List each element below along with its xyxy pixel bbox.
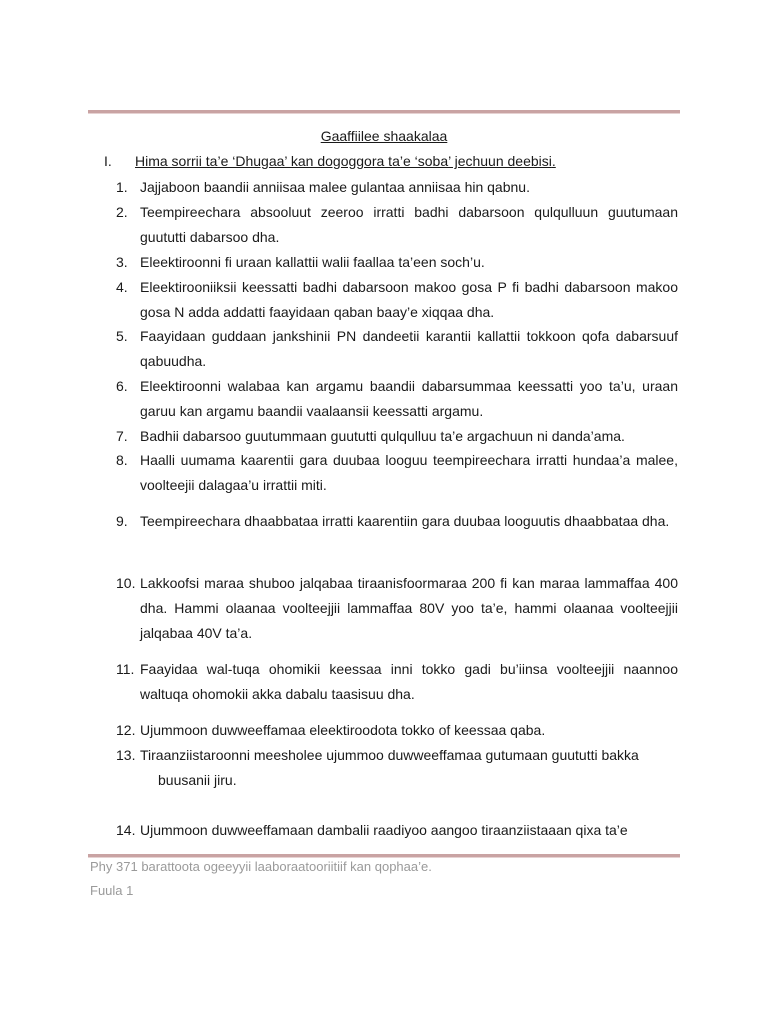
- item-number: 8.: [116, 452, 128, 468]
- item-text: Teempireechara absooluut zeeroo irratti badhi dabarsoon qulqulluun guutumaan guututti dabarsoo dha.: [140, 204, 678, 245]
- item-text: Faayidaa wal-tuqa ohomikii keessaa inni tokko gadi bu’iinsa voolteejjii naannoo waltuqa ohomokii akka dabalu taasisuu dha.: [140, 661, 678, 702]
- item-number: 7.: [116, 428, 128, 444]
- item-text: Ujummoon duwweeffamaan dambalii raadiyoo aangoo tiraanziistaaan qixa ta’e: [140, 822, 628, 838]
- list-item-1: [116, 175, 678, 200]
- item-number: 11.: [116, 661, 135, 677]
- item-number: 4.: [116, 279, 128, 295]
- footer-course: Phy 371 barattoota ogeeyyii laaboraatooriitiif kan qophaa’e.: [90, 859, 432, 874]
- item-number: 3.: [116, 254, 128, 270]
- list-item-4: [116, 275, 678, 325]
- item-text: Eleektiroonni fi uraan kallattii walii faallaa ta’een soch’u.: [140, 254, 485, 270]
- list-item-14: [116, 818, 678, 843]
- item-text: Faayidaan guddaan jankshinii PN dandeetii karantii kallattii tokkoon qofa dabarsuuf qabuudha.: [140, 328, 678, 369]
- section-instruction-text: Hima sorrii ta’e ‘Dhugaa’ kan dogoggora ta’e ‘soba’ jechuun deebisi: [135, 153, 552, 169]
- item-number: 6.: [116, 378, 128, 394]
- item-number: 9.: [116, 513, 128, 529]
- section-instruction: [135, 153, 556, 169]
- header-rule: [88, 110, 680, 114]
- item-number: 12.: [116, 722, 136, 738]
- item-number: 5.: [116, 328, 128, 344]
- item-number: 2.: [116, 204, 128, 220]
- list-item-12: [116, 718, 678, 743]
- page-title: Gaaffiilee shaakalaa: [320, 128, 448, 144]
- item-text: Ujummoon duwweeffamaa eleektiroodota tokko of keessaa qaba.: [140, 722, 546, 738]
- item-number: 13.: [116, 747, 136, 763]
- item-text: Eleektirooniiksii keessatti badhi dabarsoon makoo gosa P fi badhi dabarsoon makoo gosa N adda addatti faayidaan qaban baay’e xiqqaa dha.: [140, 279, 678, 320]
- item-text: Teempireechara dhaabbataa irratti kaarentiin gara duubaa looguutis dhaabbataa dha.: [140, 513, 670, 529]
- item-number: 10.: [116, 575, 136, 591]
- footer-page-number: Fuula 1: [90, 883, 134, 898]
- item-number: 1.: [116, 179, 128, 195]
- item-number: 14.: [116, 822, 136, 838]
- list-item-6: [116, 374, 678, 424]
- list-item-2: [116, 200, 678, 250]
- item-text: Tiraanziistaroonni meesholee ujummoo duwweeffamaa gutumaan guututti bakka: [140, 747, 639, 763]
- footer-rule: [88, 854, 680, 858]
- item-text: Jajjaboon baandii anniisaa malee gulantaa anniisaa hin qabnu.: [140, 179, 530, 195]
- list-item-13: [116, 743, 678, 793]
- section-number: I.: [104, 153, 112, 169]
- list-item-7: [116, 424, 678, 449]
- list-item-10: [116, 571, 678, 646]
- item-text: Badhii dabarsoo guutummaan guututti qulqulluu ta’e argachuun ni danda’ama.: [140, 428, 625, 444]
- list-item-3: [116, 250, 678, 275]
- item-continuation: buusanii jiru.: [158, 772, 237, 788]
- list-item-8: [116, 448, 678, 498]
- item-text: Haalli uumama kaarentii gara duubaa looguu teempireechara irratti hundaa’a malee, voolteejii dalagaa’u irrattii miti.: [140, 452, 678, 493]
- list-item-11: [116, 657, 678, 707]
- item-text: Eleektiroonni walabaa kan argamu baandii dabarsummaa keessatti yoo ta’u, uraan garuu kan argamu baandii vaalaansii keessatti argamu.: [140, 378, 678, 419]
- list-item-9: [116, 509, 678, 534]
- list-item-5: [116, 324, 678, 374]
- section-period: .: [551, 153, 556, 169]
- item-text: Lakkoofsi maraa shuboo jalqabaa tiraanisfoormaraa 200 fi kan maraa lammaffaa 400 dha. Hammi olaanaa voolteejjii lammaffaa 80V yoo ta’e, hammi olaanaa voolteejjii jalqabaa 40V ta’a.: [140, 575, 678, 641]
